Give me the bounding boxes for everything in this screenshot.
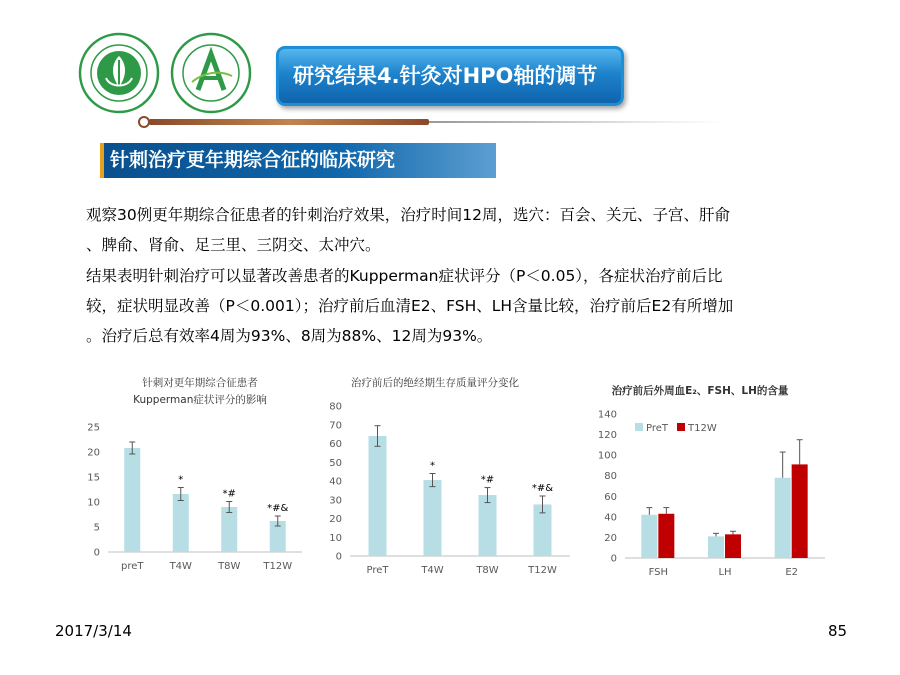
x-tick-label: T8W [218, 561, 241, 572]
x-tick-label: T12W [528, 565, 557, 576]
legend-label: PreT [646, 423, 669, 434]
body-line: 较，症状明显改善（P＜0.001）；治疗前后血清E2、FSH、LH含量比较，治疗前后E2有所增加 [86, 297, 734, 315]
significance-label: * [178, 474, 184, 486]
y-tick-label: 10 [87, 497, 100, 509]
bar [173, 494, 189, 552]
significance-label: *#& [531, 483, 554, 494]
page-number: 85 [828, 622, 848, 640]
academy-logo [78, 32, 160, 114]
body-line: 。治疗后总有效率4周为93%、8周为88%、12周为93%。 [86, 327, 493, 345]
y-tick-label: 60 [329, 439, 342, 450]
y-tick-label: 50 [329, 457, 342, 469]
y-tick-label: 30 [329, 495, 342, 507]
y-tick-label: 25 [87, 422, 100, 434]
y-tick-label: 10 [329, 532, 342, 544]
x-tick-label: preT [121, 561, 144, 572]
chart-title: 针刺对更年期综合征患者 [142, 377, 258, 389]
y-tick-label: 100 [597, 450, 617, 462]
needle-divider [136, 114, 726, 130]
x-tick-label: T12W [263, 561, 293, 572]
y-tick-label: 80 [329, 401, 342, 413]
chart-title: 治疗前后外周血E₂、FSH、LH的含量 [611, 385, 789, 397]
x-tick-label: PreT [366, 565, 389, 576]
hormone-levels-chart [585, 370, 845, 585]
y-tick-label: 20 [604, 532, 617, 544]
y-tick-label: 0 [335, 551, 342, 563]
quality-of-life-score-chart [315, 370, 575, 585]
body-line: 结果表明针刺治疗可以显著改善患者的Kupperman症状评分（P＜0.05），各症状治疗前后比 [86, 267, 723, 285]
legend-swatch [635, 423, 643, 431]
bar [658, 514, 674, 558]
body-line: 观察30例更年期综合征患者的针刺治疗效果，治疗时间12周，选穴：百会、关元、子宫、肝俞 [86, 206, 730, 224]
bar [641, 515, 657, 558]
bar [369, 436, 387, 556]
section-heading: 针刺治疗更年期综合征的临床研究 [100, 143, 496, 178]
bar [221, 507, 237, 552]
chart-title: 治疗前后的绝经期生存质量评分变化 [351, 377, 519, 389]
bar [775, 478, 791, 558]
x-tick-label: T8W [476, 565, 499, 576]
y-tick-label: 80 [604, 471, 617, 483]
bar [424, 480, 442, 556]
y-tick-label: 0 [610, 553, 617, 565]
bar [708, 536, 724, 558]
y-tick-label: 60 [604, 491, 617, 503]
y-tick-label: 140 [597, 409, 617, 421]
y-tick-label: 40 [604, 512, 617, 524]
significance-label: *#& [267, 503, 289, 514]
kupperman-score-chart [80, 370, 305, 585]
significance-label: *# [222, 488, 236, 500]
y-tick-label: 70 [329, 420, 342, 432]
bar [725, 534, 741, 558]
significance-label: * [430, 460, 435, 472]
slide-title: 研究结果4.针灸对HPO轴的调节 [276, 46, 624, 106]
y-tick-label: 15 [87, 472, 100, 484]
y-tick-label: 20 [329, 514, 342, 525]
bar [792, 464, 808, 558]
x-tick-label: T4W [421, 565, 444, 576]
legend-swatch [677, 423, 685, 431]
results-paragraph [86, 261, 826, 351]
x-tick-label: T4W [169, 561, 192, 572]
y-tick-label: 5 [93, 522, 100, 534]
x-tick-label: E2 [785, 567, 799, 578]
bar [124, 448, 140, 552]
y-tick-label: 40 [329, 476, 342, 488]
chart-title: Kupperman症状评分的影响 [133, 394, 267, 406]
body-line: 、脾俞、肾俞、足三里、三阴交、太冲穴。 [86, 236, 381, 254]
y-tick-label: 120 [597, 430, 617, 442]
y-tick-label: 0 [93, 547, 100, 559]
observation-paragraph [86, 200, 826, 260]
slide-date: 2017/3/14 [55, 622, 132, 640]
legend-label: T12W [688, 423, 717, 434]
institute-logo [170, 32, 252, 114]
x-tick-label: LH [718, 567, 732, 578]
significance-label: *# [480, 474, 495, 486]
x-tick-label: FSH [648, 567, 669, 578]
y-tick-label: 20 [87, 447, 100, 459]
bar [479, 495, 497, 556]
